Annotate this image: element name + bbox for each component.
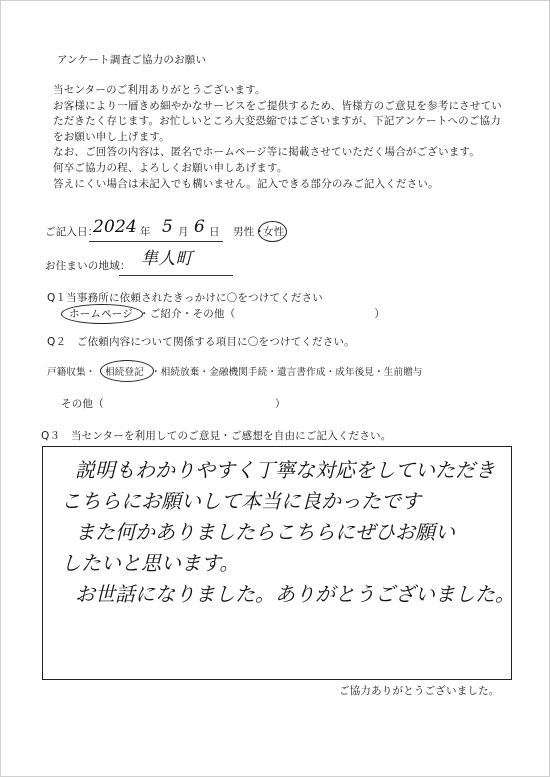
- survey-title: アンケート調査ご協力のお願い: [57, 54, 207, 66]
- answer-line: こちらにお願いして本当に良かったです: [61, 489, 421, 513]
- intro-line: お客様により一層きめ細やかなサービスをご提供するため、皆様方のご意見を参考にさせてい: [53, 99, 502, 112]
- month-unit: 月: [178, 226, 189, 238]
- intro-line: 答えにくい場合は未記入でも構いません。記入できる部分のみご記入ください。: [53, 177, 439, 190]
- intro-line: 当センターのご利用ありがとうございます。: [53, 84, 266, 96]
- q1-options-rest: ・ご紹介・その他（ ）: [139, 308, 386, 320]
- intro-text: [53, 83, 502, 192]
- answer-line: お世話になりました。ありがとうございました。: [75, 582, 515, 606]
- q2-label: Q２ ご依頼内容について関係する項目に〇をつけてください。: [47, 336, 355, 348]
- intro-line: 何卒ご協力の程、よろしくお願い申しあげます。: [53, 161, 288, 174]
- q3-answer-text: [61, 455, 515, 610]
- date-label: ご記入日：: [45, 226, 99, 238]
- day-unit: 日: [209, 226, 220, 238]
- area-label: お住まいの地域：: [45, 260, 131, 272]
- area-underline: [119, 275, 233, 276]
- q2-options-rest: ・相続放棄・金融機関手続・遺言書作成・成年後見・生前贈与: [151, 367, 423, 378]
- q1-option-homepage: ホームページ: [69, 308, 133, 320]
- q2-selected-circle: [100, 360, 154, 382]
- month-value: 5: [162, 217, 174, 237]
- date-underline: [89, 241, 223, 242]
- q1-selected-circle: [61, 304, 143, 324]
- year-value: 2024: [93, 217, 138, 237]
- gender-female: 女性: [263, 226, 285, 238]
- q2-option-1: 戸籍収集・: [47, 367, 96, 378]
- intro-line: なお、ご回答の内容は、匿名でホームページ等に掲載させていただく場合がございます。: [53, 146, 480, 159]
- area-value: 隼人町: [141, 249, 193, 269]
- q2-other: その他（ ）: [61, 398, 286, 410]
- gender-male: 男性・: [233, 226, 266, 238]
- q3-label: Q３ 当センターを利用してのご意見・ご感想を自由にご記入ください。: [41, 430, 392, 442]
- q2-option-selected: 相続登記: [105, 367, 144, 378]
- day-value: 6: [194, 217, 206, 237]
- footer-thanks: ご協力ありがとうございました。: [339, 685, 500, 697]
- answer-line: したいと思います。: [61, 551, 240, 575]
- answer-line: また何かありましたらこちらにぜひお願い: [75, 520, 455, 544]
- intro-line: ただきたく存じます。お忙しいところ大変恐縮ではございますが、下記アンケートへのご協力: [53, 115, 501, 128]
- year-unit: 年: [140, 226, 151, 238]
- answer-line: 説明もわかりやすく丁寧な対応をしていただき: [75, 458, 495, 482]
- gender-selected-circle: [258, 221, 287, 242]
- q1-label: Q１当事務所に依頼されたきっかけに〇をつけてください: [47, 292, 323, 304]
- intro-line: をお願い申し上げます。: [53, 130, 170, 143]
